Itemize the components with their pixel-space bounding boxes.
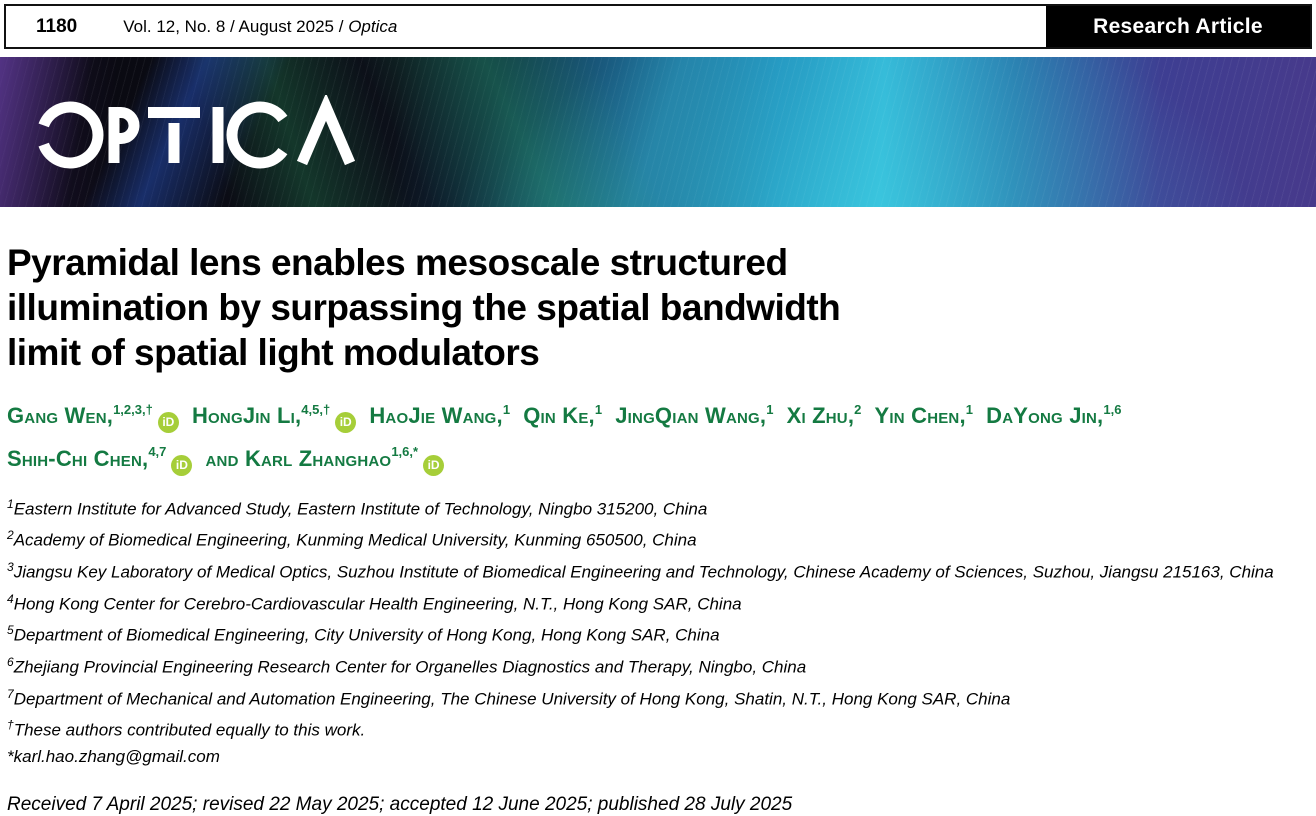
- author-list: [7, 392, 1309, 477]
- affiliation-text: Hong Kong Center for Cerebro-Cardiovascular Health Engineering, N.T., Hong Kong SAR, China: [13, 594, 742, 614]
- author-affiliation-superscript: 4,5,†: [301, 402, 331, 417]
- affiliation-line: [7, 522, 1309, 554]
- orcid-icon[interactable]: iD: [423, 455, 444, 476]
- author: [787, 403, 862, 428]
- affiliation-text: *karl.hao.zhang@gmail.com: [7, 746, 220, 766]
- author: [206, 446, 445, 471]
- title-line: limit of spatial light modulators: [7, 332, 540, 373]
- author-affiliation-superscript: 1: [594, 402, 603, 417]
- author: [986, 403, 1121, 428]
- affiliation-text: Academy of Biomedical Engineering, Kunming Medical University, Kunming 650500, China: [13, 530, 697, 550]
- orcid-icon[interactable]: iD: [171, 455, 192, 476]
- author-affiliation-superscript: 2: [854, 402, 862, 417]
- affiliation-text: Department of Biomedical Engineering, City University of Hong Kong, Hong Kong SAR, China: [13, 625, 720, 645]
- affiliation-line: [7, 586, 1309, 618]
- affiliation-line: [7, 712, 1309, 744]
- author-name: Qin Ke,: [523, 403, 595, 429]
- affiliation-text: Jiangsu Key Laboratory of Medical Optics, Suzhou Institute of Biomedical Engineering and Technology, Chinese Academy of Sciences, Suzhou, Jiangsu 215163, China: [13, 562, 1274, 582]
- author: [875, 403, 974, 428]
- author-affiliation-superscript: 1: [502, 402, 511, 417]
- author: [7, 446, 192, 471]
- volume-info: [123, 17, 397, 37]
- paper-title: [7, 240, 1309, 375]
- author-name: HongJin Li,: [191, 403, 302, 429]
- author: [369, 403, 510, 428]
- author: [7, 403, 179, 428]
- affiliation-line: [7, 617, 1309, 649]
- article-content: [7, 222, 1309, 816]
- affiliation-line: [7, 744, 1309, 770]
- journal-name: Optica: [348, 16, 398, 36]
- affiliation-text: Eastern Institute for Advanced Study, Eastern Institute of Technology, Ningbo 315200, China: [13, 499, 708, 519]
- affiliation-text: These authors contributed equally to this work.: [13, 720, 366, 740]
- author: [615, 403, 773, 428]
- author: [192, 403, 356, 428]
- author-affiliation-superscript: 1,2,3,†: [113, 402, 153, 417]
- author-conjunction: and: [205, 445, 245, 471]
- optica-logo-icon: [36, 95, 376, 175]
- affiliation-line: [7, 554, 1309, 586]
- optica-banner: [0, 57, 1316, 207]
- author-affiliation-superscript: 1: [965, 402, 974, 417]
- affiliation-number: 1: [7, 496, 14, 511]
- author-name: Karl Zhanghao: [244, 445, 392, 471]
- author-name: HaoJie Wang,: [369, 403, 503, 429]
- author-affiliation-superscript: 1,6,*: [391, 444, 419, 460]
- orcid-icon[interactable]: iD: [335, 412, 356, 433]
- volume-text: Vol. 12, No. 8 / August 2025 /: [123, 16, 344, 36]
- author-name: Gang Wen,: [7, 403, 114, 429]
- affiliation-number: 3: [7, 559, 14, 574]
- affiliation-number: 6: [7, 654, 14, 669]
- affiliation-line: [7, 681, 1309, 713]
- author-name: Shih-Chi Chen,: [7, 445, 149, 471]
- author: [523, 403, 602, 428]
- affiliation-number: 4: [7, 591, 14, 606]
- author-affiliation-superscript: 4,7: [148, 444, 167, 460]
- affiliation-text: Zhejiang Provincial Engineering Research Center for Organelles Diagnostics and Therapy, Ningbo, China: [13, 657, 807, 677]
- orcid-icon[interactable]: iD: [158, 412, 179, 433]
- affiliation-text: Department of Mechanical and Automation Engineering, The Chinese University of Hong Kong, Shatin, N.T., Hong Kong SAR, China: [13, 689, 1011, 709]
- author-affiliation-superscript: 1,6: [1103, 402, 1122, 417]
- affiliation-number: †: [7, 718, 14, 733]
- author-name: Xi Zhu,: [786, 403, 855, 429]
- affiliations: [7, 491, 1309, 770]
- research-article-badge: Research Article: [1046, 6, 1310, 47]
- affiliation-line: [7, 649, 1309, 681]
- affiliation-number: 7: [7, 686, 14, 701]
- journal-header: [4, 4, 1312, 49]
- received-dates: Received 7 April 2025; revised 22 May 2025; accepted 12 June 2025; published 28 July 2025: [7, 793, 793, 815]
- header-left: [6, 16, 397, 38]
- author-affiliation-superscript: 1: [766, 402, 774, 417]
- author-name: JingQian Wang,: [615, 403, 767, 429]
- affiliation-line: [7, 491, 1309, 523]
- affiliation-number: 5: [7, 623, 14, 638]
- author-name: DaYong Jin,: [986, 403, 1104, 429]
- title-line: Pyramidal lens enables mesoscale structured: [7, 242, 788, 283]
- author-name: Yin Chen,: [874, 403, 966, 429]
- affiliation-number: 2: [7, 528, 14, 543]
- title-line: illumination by surpassing the spatial bandwidth: [7, 287, 841, 328]
- page-number: 1180: [36, 15, 78, 37]
